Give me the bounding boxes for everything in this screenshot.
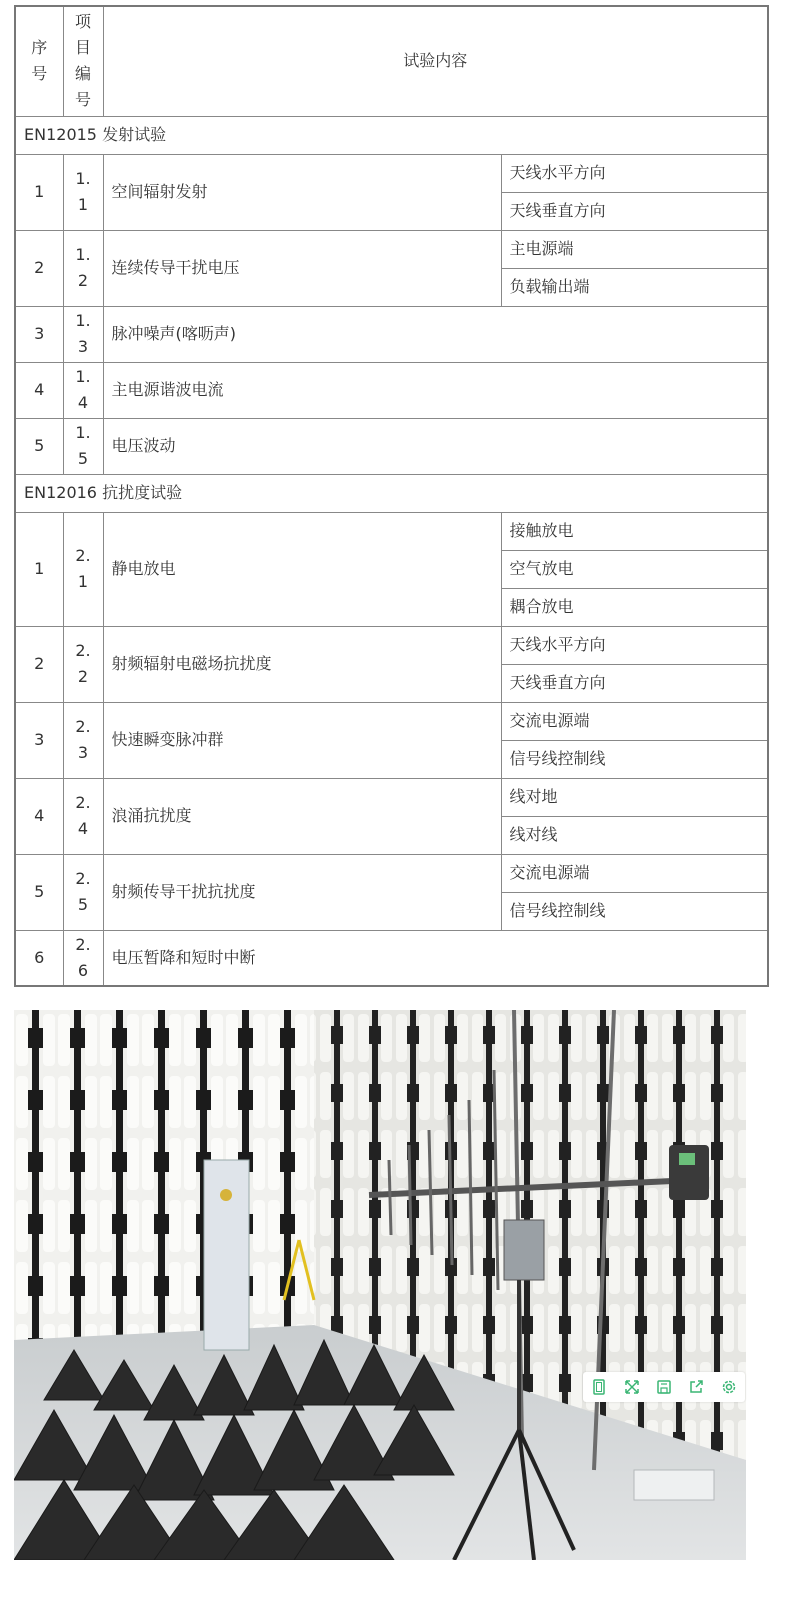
cell-test-name: 电压波动 <box>103 418 768 474</box>
cell-sub-item: 天线垂直方向 <box>501 192 768 230</box>
cell-test-name: 连续传导干扰电压 <box>103 230 501 306</box>
item-no-part: 1. <box>75 311 91 330</box>
table-row <box>15 362 768 418</box>
cell-test-name: 主电源谐波电流 <box>103 362 768 418</box>
cell-test-name: 空间辐射发射 <box>103 154 501 230</box>
section-row <box>15 116 768 154</box>
cell-sub-item: 耦合放电 <box>501 588 768 626</box>
header-seq <box>15 6 63 116</box>
table-row <box>15 418 768 474</box>
cell-sub-item: 天线水平方向 <box>501 626 768 664</box>
cell-test-name: 静电放电 <box>103 512 501 626</box>
header-content: 试验内容 <box>103 6 768 116</box>
table-row <box>15 702 768 740</box>
cell-item-no <box>63 778 103 854</box>
item-no-part: 2. <box>75 717 91 736</box>
section-title: EN12016 抗扰度试验 <box>15 474 768 512</box>
cell-item-no <box>63 362 103 418</box>
item-no-part: 1 <box>77 572 89 591</box>
table-row <box>15 626 768 664</box>
item-no-part: 5 <box>77 895 89 914</box>
item-no-part: 3 <box>77 337 89 356</box>
cell-item-no <box>63 854 103 930</box>
item-no-part: 6 <box>77 960 89 980</box>
table-row <box>15 154 768 192</box>
cell-sub-item: 信号线控制线 <box>501 740 768 778</box>
share-icon[interactable] <box>680 1372 712 1402</box>
item-no-part: 2. <box>75 934 91 954</box>
settings-icon[interactable] <box>713 1372 745 1402</box>
cell-seq: 5 <box>15 854 63 930</box>
cell-sub-item: 主电源端 <box>501 230 768 268</box>
item-no-part: 1. <box>75 423 91 442</box>
cell-seq: 6 <box>15 930 63 986</box>
table-header-row <box>15 6 768 116</box>
cell-sub-item: 接触放电 <box>501 512 768 550</box>
header-char: 编 <box>74 64 91 84</box>
cell-sub-item: 天线水平方向 <box>501 154 768 192</box>
header-char: 号 <box>74 90 91 110</box>
item-no-part: 2 <box>77 667 89 686</box>
item-no-part: 4 <box>77 819 89 838</box>
image-toolbar <box>583 1372 745 1402</box>
section-row <box>15 474 768 512</box>
cell-sub-item: 天线垂直方向 <box>501 664 768 702</box>
table-row <box>15 778 768 816</box>
cell-item-no <box>63 930 103 986</box>
cell-item-no <box>63 702 103 778</box>
cell-test-name: 浪涌抗扰度 <box>103 778 501 854</box>
emc-test-chamber-photo <box>14 1010 746 1560</box>
save-icon[interactable] <box>648 1372 680 1402</box>
item-no-part: 2. <box>75 793 91 812</box>
cell-test-name: 射频传导干扰抗扰度 <box>103 854 501 930</box>
section-title: EN12015 发射试验 <box>15 116 768 154</box>
cell-item-no <box>63 154 103 230</box>
cell-seq: 2 <box>15 626 63 702</box>
header-item-no-label <box>72 9 95 113</box>
table-row <box>15 306 768 362</box>
cell-item-no <box>63 306 103 362</box>
cell-seq: 4 <box>15 778 63 854</box>
header-char: 目 <box>74 38 91 58</box>
cell-sub-item: 空气放电 <box>501 550 768 588</box>
cell-seq: 4 <box>15 362 63 418</box>
view-icon[interactable] <box>583 1372 615 1402</box>
table-row <box>15 512 768 550</box>
cell-seq: 1 <box>15 154 63 230</box>
cell-seq: 3 <box>15 702 63 778</box>
test-items-table <box>14 5 769 987</box>
table-row <box>15 854 768 892</box>
cell-test-name: 射频辐射电磁场抗扰度 <box>103 626 501 702</box>
item-no-part: 2. <box>75 546 91 565</box>
item-no-part: 1 <box>77 195 89 214</box>
item-no-part: 1. <box>75 169 91 188</box>
item-no-part: 4 <box>77 393 89 412</box>
item-no-part: 3 <box>77 743 89 762</box>
item-no-part: 5 <box>77 449 89 468</box>
table-row <box>15 230 768 268</box>
cell-item-no <box>63 512 103 626</box>
cell-sub-item: 线对地 <box>501 778 768 816</box>
cell-seq: 2 <box>15 230 63 306</box>
cell-sub-item: 交流电源端 <box>501 702 768 740</box>
cell-item-no <box>63 230 103 306</box>
item-no-part: 2. <box>75 869 91 888</box>
header-char: 号 <box>31 64 48 84</box>
cell-sub-item: 信号线控制线 <box>501 892 768 930</box>
header-char: 项 <box>74 12 91 32</box>
cell-seq: 5 <box>15 418 63 474</box>
cell-test-name: 快速瞬变脉冲群 <box>103 702 501 778</box>
cell-sub-item: 线对线 <box>501 816 768 854</box>
cell-item-no <box>63 626 103 702</box>
cell-item-no <box>63 418 103 474</box>
item-no-part: 1. <box>75 367 91 386</box>
cell-test-name: 电压暂降和短时中断 <box>103 930 768 986</box>
cell-sub-item: 交流电源端 <box>501 854 768 892</box>
cell-seq: 3 <box>15 306 63 362</box>
cell-test-name: 脉冲噪声(喀呖声) <box>103 306 768 362</box>
header-char: 序 <box>31 38 48 58</box>
item-no-part: 1. <box>75 245 91 264</box>
fullscreen-icon[interactable] <box>615 1372 647 1402</box>
cell-sub-item: 负载输出端 <box>501 268 768 306</box>
table-row <box>15 930 768 986</box>
header-seq-label <box>24 35 55 87</box>
cell-seq: 1 <box>15 512 63 626</box>
header-item-no <box>63 6 103 116</box>
item-no-part: 2. <box>75 641 91 660</box>
item-no-part: 2 <box>77 271 89 290</box>
